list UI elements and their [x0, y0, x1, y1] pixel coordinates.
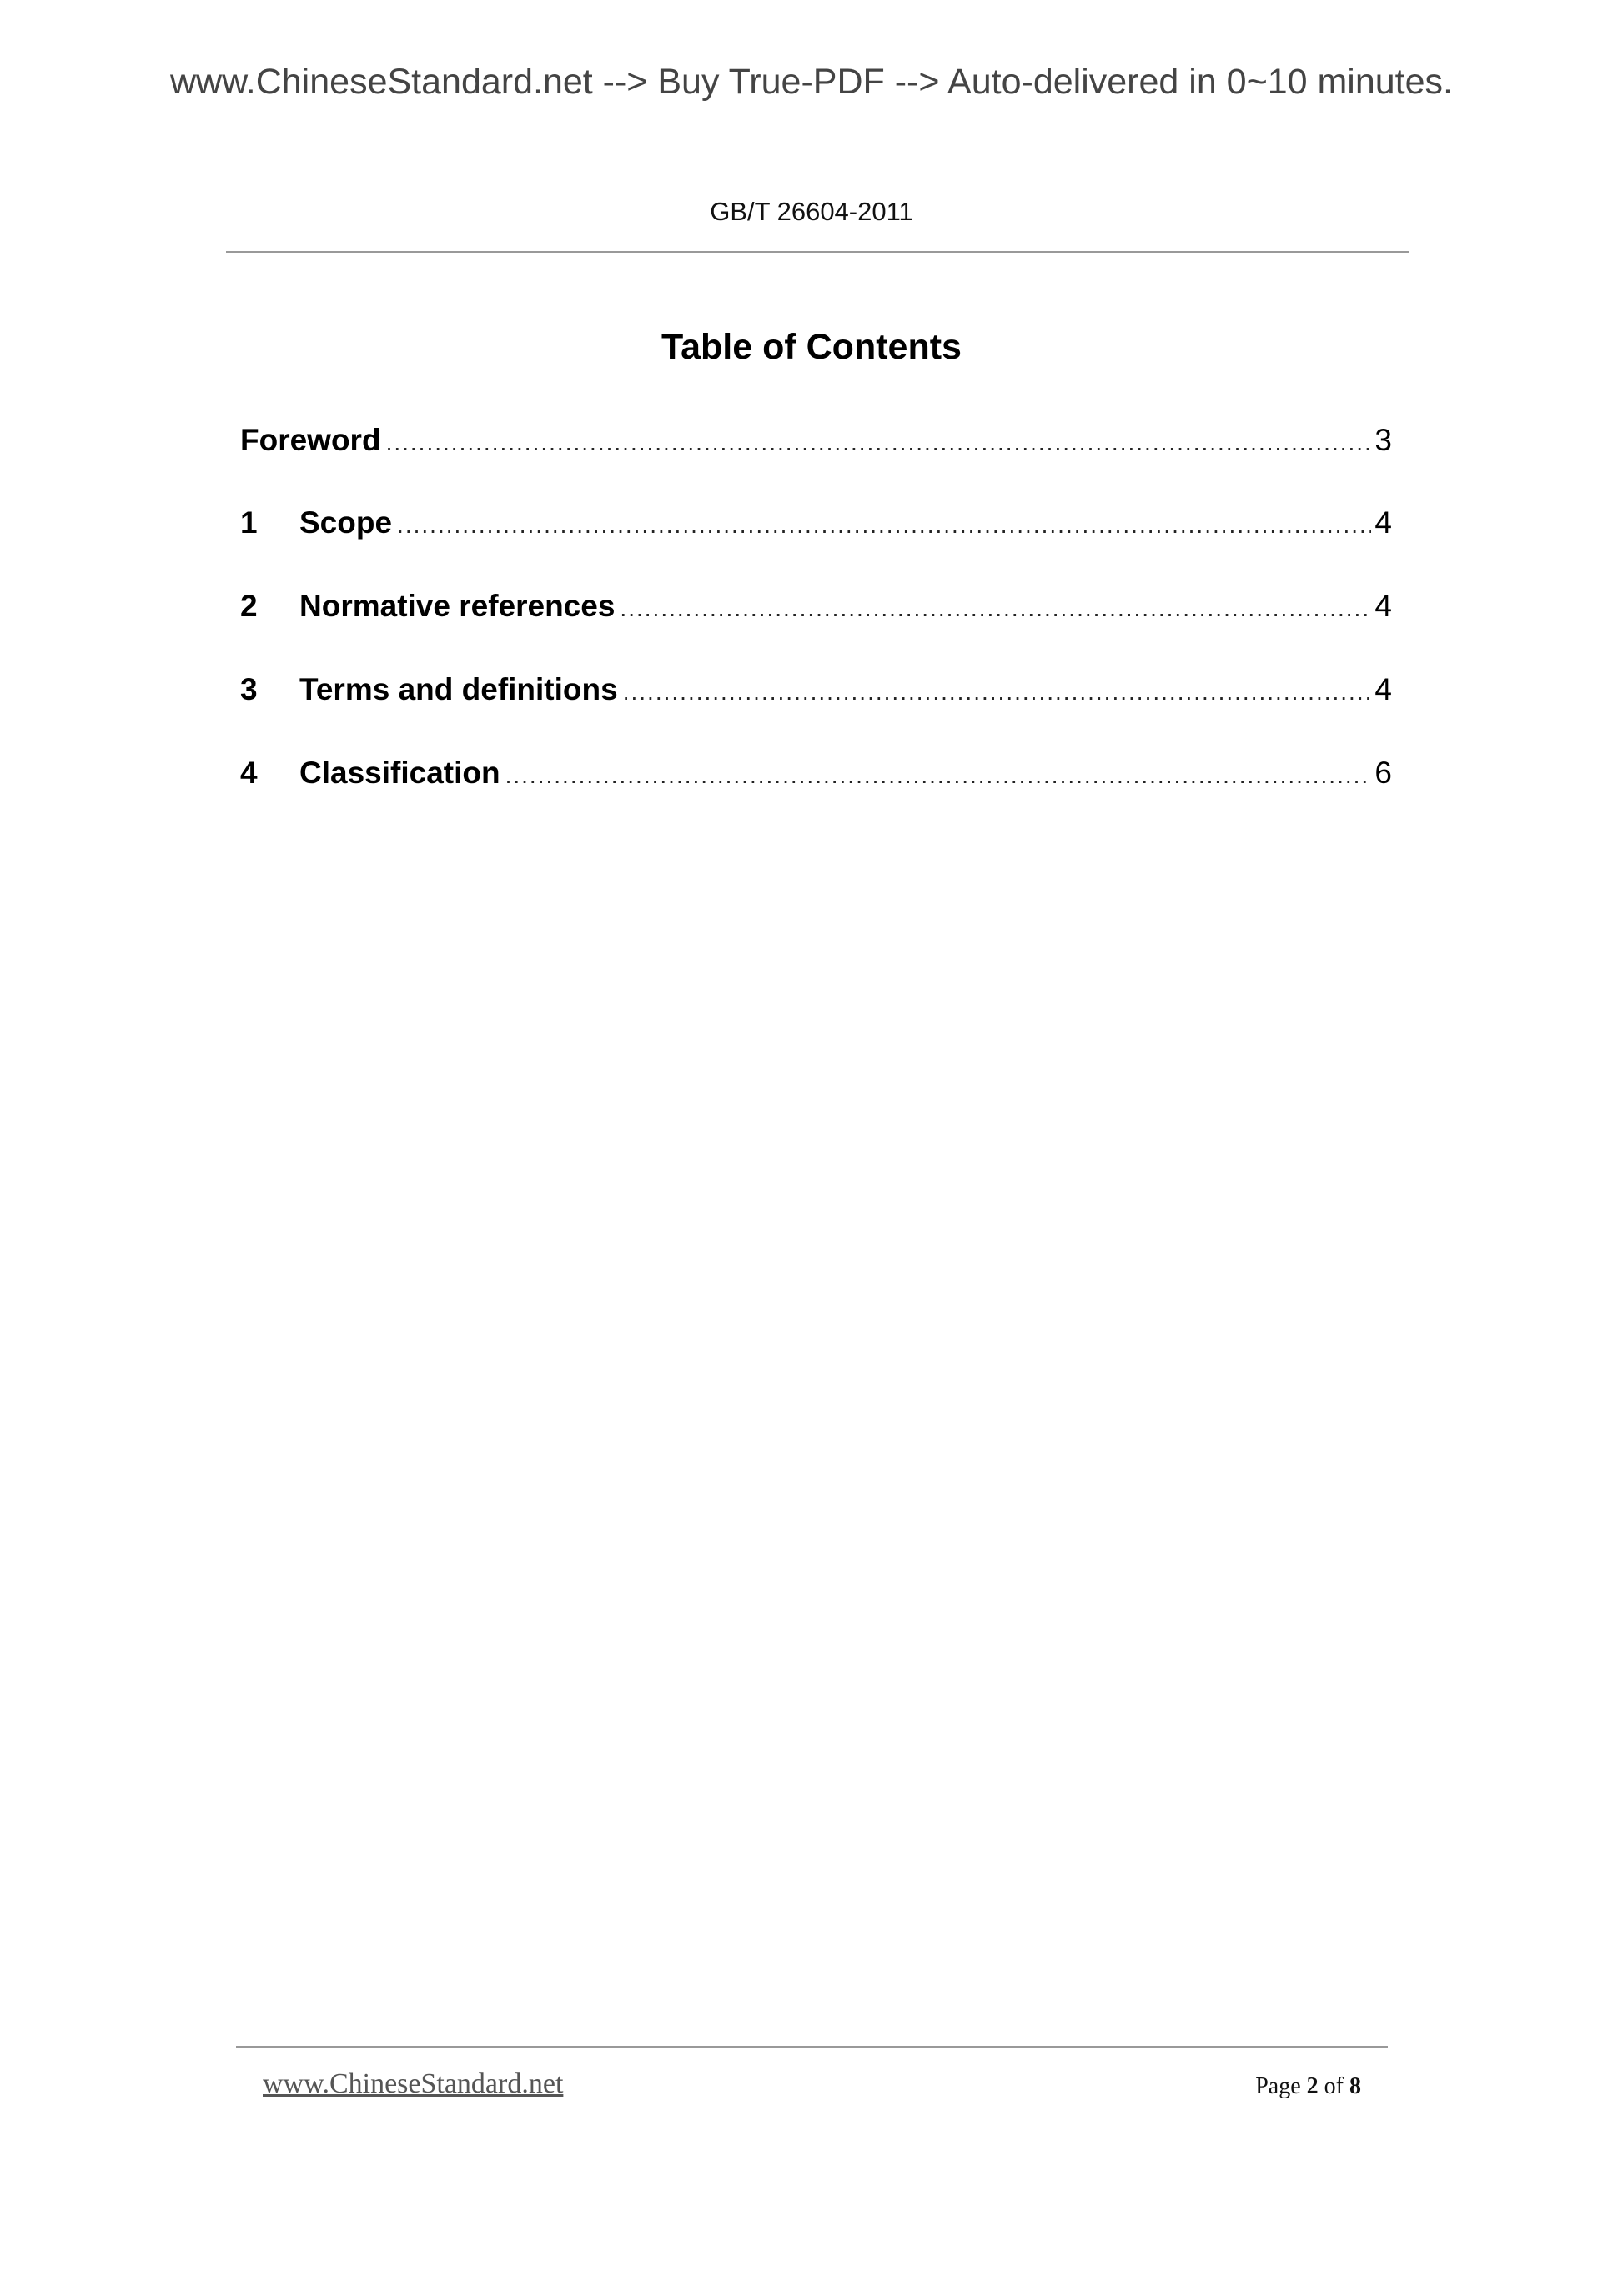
toc-entry-normative-references[interactable] — [240, 589, 1392, 624]
toc-entry-label: Foreword — [240, 423, 381, 457]
toc-entry-terms-and-definitions[interactable] — [240, 672, 1392, 707]
page-prefix: Page — [1255, 2073, 1301, 2099]
footer-website-link[interactable]: www.ChineseStandard.net — [263, 2068, 564, 2099]
page-of: of — [1324, 2073, 1344, 2099]
toc-entry-scope[interactable] — [240, 505, 1392, 540]
toc-entry-number: 2 — [240, 589, 258, 623]
toc-entry-page: 6 — [1374, 756, 1392, 790]
toc-entry-label: Normative references — [299, 589, 616, 623]
toc-entry-number: 1 — [240, 505, 258, 540]
toc-entry-label: Scope — [299, 505, 393, 540]
toc-entry-label: Terms and definitions — [299, 672, 618, 706]
header-divider — [226, 251, 1409, 253]
toc-entry-foreword[interactable] — [240, 423, 1392, 458]
document-number: GB/T 26604-2011 — [710, 197, 913, 226]
toc-entry-page: 3 — [1374, 423, 1392, 457]
page-total: 8 — [1349, 2073, 1361, 2099]
toc-entry-label: Classification — [299, 756, 500, 790]
toc-entry-number: 4 — [240, 756, 258, 790]
page-title: Table of Contents — [661, 327, 962, 367]
page-current: 2 — [1306, 2073, 1319, 2099]
page-indicator — [1255, 2073, 1361, 2100]
toc-leader-dots — [397, 512, 1371, 539]
toc-entry-number: 3 — [240, 672, 258, 706]
toc-leader-dots — [623, 679, 1372, 706]
toc-entry-page: 4 — [1374, 672, 1392, 706]
footer-divider — [236, 2046, 1388, 2048]
toc-leader-dots — [386, 430, 1372, 456]
toc-entry-classification[interactable] — [240, 756, 1392, 791]
toc-leader-dots — [620, 595, 1371, 622]
toc-entry-page: 4 — [1374, 505, 1392, 540]
toc-leader-dots — [505, 762, 1372, 789]
toc-entry-page: 4 — [1374, 589, 1392, 623]
promo-banner: www.ChineseStandard.net --> Buy True-PDF --> Auto-delivered in 0~10 minutes. — [169, 62, 1453, 102]
